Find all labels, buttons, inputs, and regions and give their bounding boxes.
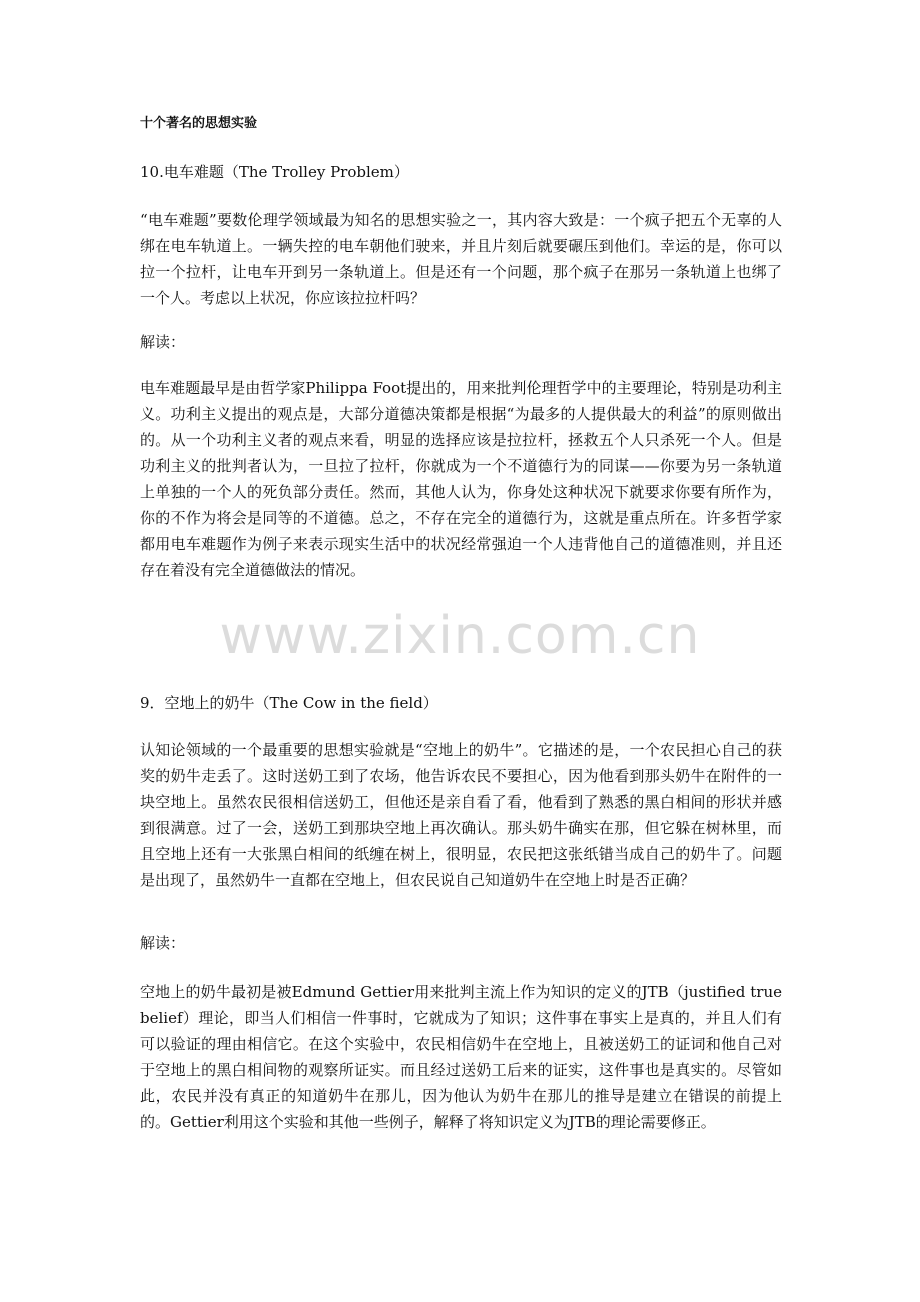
section-heading-trolley: 10.电车难题（The Trolley Problem）	[140, 163, 409, 181]
document-title: 十个著名的思想实验	[140, 116, 258, 131]
analysis-text-cow: 空地上的奶牛最初是被Edmund Gettier用来批判主流上作为知识的定义的JTB（justified true belief）理论，即当人们相信一件事时，它就成为了知识；这件事在事实上是真的，并且人们有可以验证的理由相信它。在这个实验中，农民相信奶牛在空地上，且被送奶工的证词和他自己对于空地上的黑白相间物的观察所证实。而且经过送奶工后来的证实，这件事也是真实的。尽管如此，农民并没有真正的知道奶牛在那儿，因为他认为奶牛在那儿的推导是建立在错误的前提上的。Gettier利用这个实验和其他一些例子，解释了将知识定义为JTB的理论需要修正。	[140, 983, 782, 1131]
section-intro-cow: 认知论领域的一个最重要的思想实验就是“空地上的奶牛”。它描述的是，一个农民担心自己的获奖的奶牛走丢了。这时送奶工到了农场，他告诉农民不要担心，因为他看到那头奶牛在附件的一块空地上。虽然农民很相信送奶工，但他还是亲自看了看，他看到了熟悉的黑白相间的形状并感到很满意。过了一会，送奶工到那块空地上再次确认。那头奶牛确实在那，但它躲在树林里，而且空地上还有一大张黑白相间的纸缠在树上，很明显，农民把这张纸错当成自己的奶牛了。问题是出现了，虽然奶牛一直都在空地上，但农民说自己知道奶牛在空地上时是否正确？	[140, 741, 782, 889]
section-intro-trolley: “电车难题”要数伦理学领域最为知名的思想实验之一，其内容大致是：一个疯子把五个无辜的人绑在电车轨道上。一辆失控的电车朝他们驶来，并且片刻后就要碾压到他们。幸运的是，你可以拉一个拉杆，让电车开到另一条轨道上。但是还有一个问题，那个疯子在那另一条轨道上也绑了一个人。考虑以上状况，你应该拉拉杆吗？	[140, 211, 782, 307]
analysis-label-trolley: 解读：	[140, 333, 186, 351]
section-heading-cow: 9．空地上的奶牛（The Cow in the field）	[140, 694, 438, 712]
analysis-label-cow: 解读：	[140, 934, 186, 952]
analysis-text-trolley: 电车难题最早是由哲学家Philippa Foot提出的，用来批判伦理哲学中的主要理论，特别是功利主义。功利主义提出的观点是，大部分道德决策都是根据“为最多的人提供最大的利益”的原则做出的。从一个功利主义者的观点来看，明显的选择应该是拉拉杆，拯救五个人只杀死一个人。但是功利主义的批判者认为，一旦拉了拉杆，你就成为一个不道德行为的同谋——你要为另一条轨道上单独的一个人的死负部分责任。然而，其他人认为，你身处这种状况下就要求你要有所作为，你的不作为将会是同等的不道德。总之，不存在完全的道德行为，这就是重点所在。许多哲学家都用电车难题作为例子来表示现实生活中的状况经常强迫一个人违背他自己的道德准则，并且还存在着没有完全道德做法的情况。	[140, 379, 782, 579]
watermark: www.zixin.com.cn	[219, 606, 701, 666]
